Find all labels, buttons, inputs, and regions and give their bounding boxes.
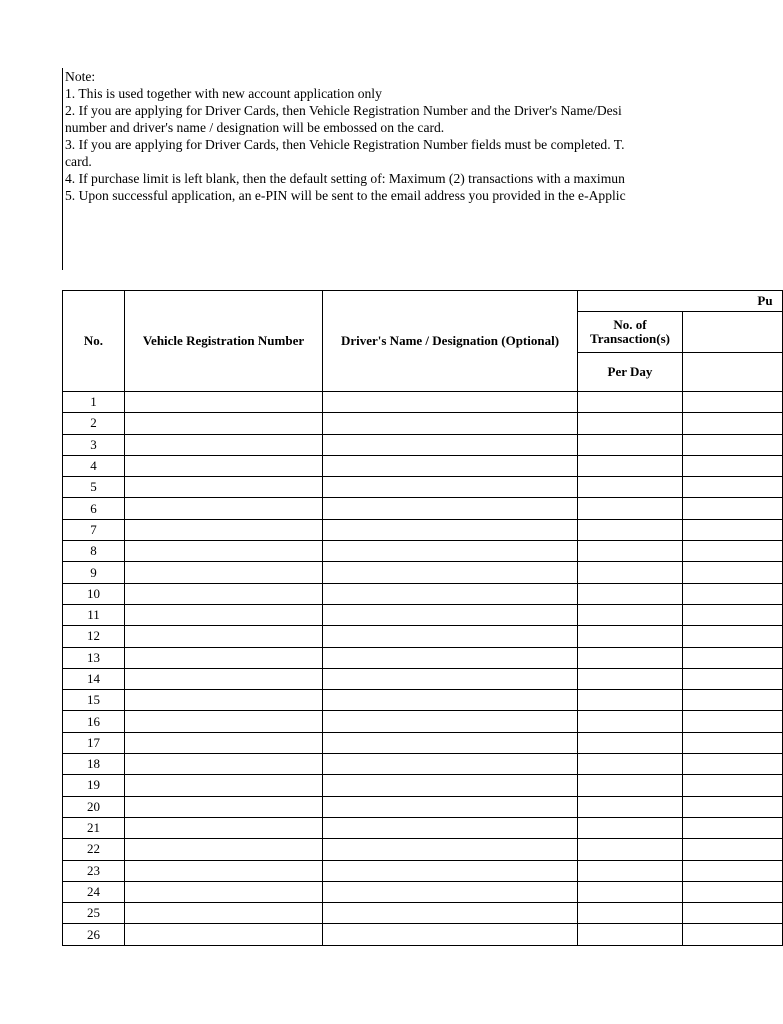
- vehicle-registration-cell[interactable]: [125, 583, 323, 604]
- row-number: 10: [63, 583, 125, 604]
- vehicle-registration-cell[interactable]: [125, 434, 323, 455]
- transactions-per-day-cell[interactable]: [578, 498, 683, 519]
- drivers-name-cell[interactable]: [323, 817, 578, 838]
- row-number: 11: [63, 604, 125, 625]
- table-row: [63, 498, 783, 519]
- vehicle-registration-cell[interactable]: [125, 839, 323, 860]
- transactions-per-day-cell[interactable]: [578, 434, 683, 455]
- purchase-limit-cell[interactable]: [683, 392, 783, 413]
- table-row: [63, 562, 783, 583]
- row-number: 9: [63, 562, 125, 583]
- purchase-limit-cell[interactable]: [683, 562, 783, 583]
- row-number: 16: [63, 711, 125, 732]
- header-drivers-name-designation: Driver's Name / Designation (Optional): [323, 291, 578, 392]
- vehicle-registration-cell[interactable]: [125, 455, 323, 476]
- table-row: [63, 796, 783, 817]
- purchase-limit-cell[interactable]: [683, 455, 783, 476]
- transactions-per-day-cell[interactable]: [578, 903, 683, 924]
- drivers-name-cell[interactable]: [323, 690, 578, 711]
- row-number: 24: [63, 881, 125, 902]
- header-per-day-adjacent: [683, 353, 783, 392]
- drivers-name-cell[interactable]: [323, 903, 578, 924]
- row-number: 1: [63, 392, 125, 413]
- vehicle-registration-cell[interactable]: [125, 392, 323, 413]
- purchase-limit-cell[interactable]: [683, 583, 783, 604]
- drivers-name-cell[interactable]: [323, 668, 578, 689]
- vehicle-registration-cell[interactable]: [125, 860, 323, 881]
- transactions-per-day-cell[interactable]: [578, 839, 683, 860]
- transactions-per-day-cell[interactable]: [578, 754, 683, 775]
- row-number: 22: [63, 839, 125, 860]
- row-number: 14: [63, 668, 125, 689]
- drivers-name-cell[interactable]: [323, 455, 578, 476]
- note-line-1: 1. This is used together with new account application only: [65, 86, 382, 101]
- transactions-per-day-cell[interactable]: [578, 860, 683, 881]
- transactions-per-day-cell[interactable]: [578, 690, 683, 711]
- row-number: 20: [63, 796, 125, 817]
- driver-card-table: [62, 290, 783, 946]
- drivers-name-cell[interactable]: [323, 392, 578, 413]
- table-row: [63, 754, 783, 775]
- transactions-per-day-cell[interactable]: [578, 477, 683, 498]
- purchase-limit-cell[interactable]: [683, 817, 783, 838]
- purchase-limit-cell[interactable]: [683, 604, 783, 625]
- transactions-per-day-cell[interactable]: [578, 626, 683, 647]
- drivers-name-cell[interactable]: [323, 626, 578, 647]
- transactions-per-day-cell[interactable]: [578, 817, 683, 838]
- purchase-limit-cell[interactable]: [683, 477, 783, 498]
- note-line-2: 2. If you are applying for Driver Cards, then Vehicle Registration Number and the Driver's Name/Desi: [65, 103, 622, 118]
- row-number: 15: [63, 690, 125, 711]
- table-row: [63, 519, 783, 540]
- drivers-name-cell[interactable]: [323, 775, 578, 796]
- vehicle-registration-cell[interactable]: [125, 690, 323, 711]
- drivers-name-cell[interactable]: [323, 519, 578, 540]
- purchase-limit-cell[interactable]: [683, 881, 783, 902]
- header-no: No.: [63, 291, 125, 392]
- vehicle-registration-cell[interactable]: [125, 541, 323, 562]
- row-number: 25: [63, 903, 125, 924]
- driver-card-table-container: [62, 290, 773, 946]
- purchase-limit-cell[interactable]: [683, 775, 783, 796]
- row-number: 18: [63, 754, 125, 775]
- row-number: 23: [63, 860, 125, 881]
- transactions-per-day-cell[interactable]: [578, 519, 683, 540]
- transactions-per-day-cell[interactable]: [578, 796, 683, 817]
- note-line-3-continued: card.: [65, 154, 92, 169]
- purchase-limit-cell[interactable]: [683, 413, 783, 434]
- purchase-limit-cell[interactable]: [683, 498, 783, 519]
- purchase-limit-cell[interactable]: [683, 796, 783, 817]
- purchase-limit-cell[interactable]: [683, 903, 783, 924]
- transactions-per-day-cell[interactable]: [578, 647, 683, 668]
- table-row: [63, 711, 783, 732]
- vehicle-registration-cell[interactable]: [125, 626, 323, 647]
- purchase-limit-cell[interactable]: [683, 839, 783, 860]
- row-number: 17: [63, 732, 125, 753]
- header-number-of-transactions: No. of Transaction(s): [578, 312, 683, 353]
- drivers-name-cell[interactable]: [323, 541, 578, 562]
- row-number: 21: [63, 817, 125, 838]
- table-row: [63, 924, 783, 945]
- drivers-name-cell[interactable]: [323, 498, 578, 519]
- notes-heading: Note:: [65, 69, 96, 84]
- row-number: 19: [63, 775, 125, 796]
- drivers-name-cell[interactable]: [323, 413, 578, 434]
- header-vehicle-registration-number: Vehicle Registration Number: [125, 291, 323, 392]
- drivers-name-cell[interactable]: [323, 604, 578, 625]
- table-row: [63, 477, 783, 498]
- table-row: [63, 839, 783, 860]
- vehicle-registration-cell[interactable]: [125, 817, 323, 838]
- header-purchase-limit-group: [578, 291, 783, 312]
- purchase-limit-cell[interactable]: [683, 626, 783, 647]
- vehicle-registration-cell[interactable]: [125, 775, 323, 796]
- row-number: 5: [63, 477, 125, 498]
- row-number: 4: [63, 455, 125, 476]
- drivers-name-cell[interactable]: [323, 583, 578, 604]
- table-row: [63, 455, 783, 476]
- note-line-2-continued: number and driver's name / designation will be embossed on the card.: [65, 120, 445, 135]
- vehicle-registration-cell[interactable]: [125, 647, 323, 668]
- table-row: [63, 732, 783, 753]
- purchase-limit-cell[interactable]: [683, 711, 783, 732]
- drivers-name-cell[interactable]: [323, 434, 578, 455]
- vehicle-registration-cell[interactable]: [125, 881, 323, 902]
- table-row: [63, 903, 783, 924]
- drivers-name-cell[interactable]: [323, 860, 578, 881]
- purchase-limit-cell[interactable]: [683, 732, 783, 753]
- row-number: 7: [63, 519, 125, 540]
- table-row: [63, 775, 783, 796]
- transactions-per-day-cell[interactable]: [578, 711, 683, 732]
- table-body: [63, 392, 783, 946]
- vehicle-registration-cell[interactable]: [125, 477, 323, 498]
- purchase-limit-cell[interactable]: [683, 541, 783, 562]
- row-number: 6: [63, 498, 125, 519]
- table-row: [63, 541, 783, 562]
- transactions-per-day-cell[interactable]: [578, 413, 683, 434]
- transactions-per-day-cell[interactable]: [578, 775, 683, 796]
- transactions-per-day-cell[interactable]: [578, 562, 683, 583]
- transactions-per-day-cell[interactable]: [578, 392, 683, 413]
- table-row: [63, 413, 783, 434]
- vehicle-registration-cell[interactable]: [125, 732, 323, 753]
- transactions-per-day-cell[interactable]: [578, 668, 683, 689]
- row-number: 2: [63, 413, 125, 434]
- table-row: [63, 626, 783, 647]
- purchase-limit-cell[interactable]: [683, 860, 783, 881]
- table-row: [63, 604, 783, 625]
- vehicle-registration-cell[interactable]: [125, 796, 323, 817]
- transactions-per-day-cell[interactable]: [578, 541, 683, 562]
- table-row: [63, 583, 783, 604]
- table-row: [63, 817, 783, 838]
- vehicle-registration-cell[interactable]: [125, 604, 323, 625]
- purchase-limit-cell[interactable]: [683, 519, 783, 540]
- drivers-name-cell[interactable]: [323, 732, 578, 753]
- drivers-name-cell[interactable]: [323, 796, 578, 817]
- header-purchase-limit-label: Pu: [757, 293, 773, 308]
- table-row: [63, 668, 783, 689]
- table-row: [63, 647, 783, 668]
- drivers-name-cell[interactable]: [323, 477, 578, 498]
- purchase-limit-cell[interactable]: [683, 647, 783, 668]
- table-row: [63, 881, 783, 902]
- vehicle-registration-cell[interactable]: [125, 711, 323, 732]
- purchase-limit-cell[interactable]: [683, 754, 783, 775]
- vehicle-registration-cell[interactable]: [125, 562, 323, 583]
- header-per-day: Per Day: [578, 353, 683, 392]
- table-row: [63, 392, 783, 413]
- transactions-per-day-cell[interactable]: [578, 455, 683, 476]
- row-number: 12: [63, 626, 125, 647]
- drivers-name-cell[interactable]: [323, 711, 578, 732]
- table-row: [63, 690, 783, 711]
- transactions-per-day-cell[interactable]: [578, 583, 683, 604]
- drivers-name-cell[interactable]: [323, 839, 578, 860]
- transactions-per-day-cell[interactable]: [578, 881, 683, 902]
- drivers-name-cell[interactable]: [323, 647, 578, 668]
- purchase-limit-cell[interactable]: [683, 434, 783, 455]
- vehicle-registration-cell[interactable]: [125, 498, 323, 519]
- row-number: 26: [63, 924, 125, 945]
- row-number: 13: [63, 647, 125, 668]
- drivers-name-cell[interactable]: [323, 754, 578, 775]
- vehicle-registration-cell[interactable]: [125, 668, 323, 689]
- purchase-limit-cell[interactable]: [683, 690, 783, 711]
- drivers-name-cell[interactable]: [323, 881, 578, 902]
- note-line-4: 4. If purchase limit is left blank, then the default setting of: Maximum (2) transactions with a maximun: [65, 171, 625, 186]
- vehicle-registration-cell[interactable]: [125, 903, 323, 924]
- vehicle-registration-cell[interactable]: [125, 519, 323, 540]
- row-number: 3: [63, 434, 125, 455]
- vehicle-registration-cell[interactable]: [125, 754, 323, 775]
- vehicle-registration-cell[interactable]: [125, 924, 323, 945]
- table-row: [63, 434, 783, 455]
- row-number: 8: [63, 541, 125, 562]
- drivers-name-cell[interactable]: [323, 924, 578, 945]
- transactions-per-day-cell[interactable]: [578, 604, 683, 625]
- notes-section: [62, 68, 683, 270]
- header-purchase-limit-cell: [683, 312, 783, 353]
- transactions-per-day-cell[interactable]: [578, 924, 683, 945]
- note-line-3: 3. If you are applying for Driver Cards, then Vehicle Registration Number fields must be completed. T.: [65, 137, 625, 152]
- drivers-name-cell[interactable]: [323, 562, 578, 583]
- note-line-5: 5. Upon successful application, an e-PIN will be sent to the email address you provided in the e-Applic: [65, 188, 626, 203]
- transactions-per-day-cell[interactable]: [578, 732, 683, 753]
- purchase-limit-cell[interactable]: [683, 924, 783, 945]
- vehicle-registration-cell[interactable]: [125, 413, 323, 434]
- table-row: [63, 860, 783, 881]
- purchase-limit-cell[interactable]: [683, 668, 783, 689]
